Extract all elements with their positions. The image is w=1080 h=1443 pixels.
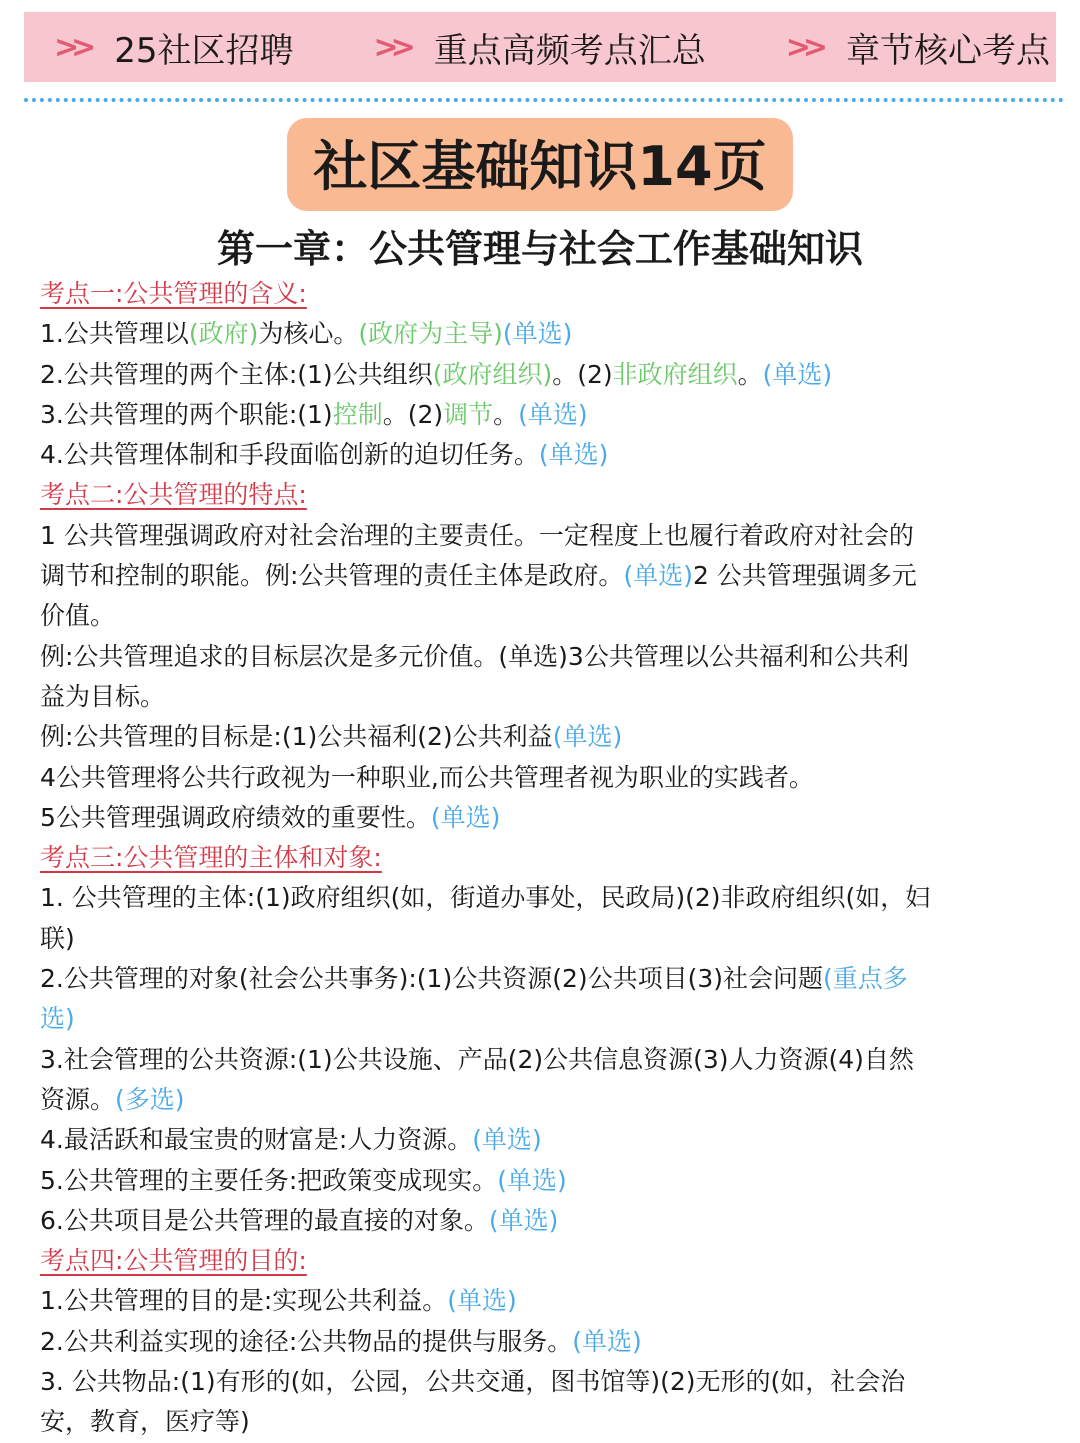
text-segment: 。(2) xyxy=(382,399,444,429)
text-segment: 2.公共管理的对象(社会公共事务):(1)公共资源(2)公共项目(3)社会问题 xyxy=(40,964,824,994)
question-type-tag: (单选) xyxy=(518,399,588,429)
text-segment: 5.公共管理的主要任务:把政策变成现实。 xyxy=(40,1165,498,1195)
text-segment: 联) xyxy=(40,923,75,953)
double-chevron-right-icon: >> xyxy=(54,29,89,65)
text-line xyxy=(40,959,1048,999)
text-segment: 安，教育，医疗等) xyxy=(40,1407,250,1437)
text-segment: 1.公共管理以 xyxy=(40,319,189,349)
text-segment: 益为目标。 xyxy=(40,681,166,711)
question-type-tag: (单选) xyxy=(572,1326,642,1356)
text-line xyxy=(40,1362,1048,1402)
banner-item-1 xyxy=(54,23,294,72)
dotted-divider xyxy=(24,98,1064,102)
text-line xyxy=(40,919,1048,959)
answer-highlight: (政府组织) xyxy=(432,359,553,389)
text-line xyxy=(40,435,1048,475)
text-line xyxy=(40,637,1048,677)
section-heading xyxy=(40,1241,1048,1281)
text-line xyxy=(40,1161,1048,1201)
answer-highlight: 控制 xyxy=(332,399,383,429)
answer-highlight: (政府为主导) xyxy=(358,319,503,349)
text-segment: 2.公共管理的两个主体:(1)公共组织 xyxy=(40,359,433,389)
text-segment: 4公共管理将公共行政视为一种职业,而公共管理者视为职业的实践者。 xyxy=(40,762,814,792)
text-segment: 2 公共管理强调多元 xyxy=(692,561,917,591)
text-segment: 4.公共管理体制和手段面临创新的迫切任务。 xyxy=(40,440,539,470)
text-line xyxy=(40,314,1048,354)
text-line xyxy=(40,516,1048,556)
chapter-title: 第一章：公共管理与社会工作基础知识 xyxy=(216,227,863,271)
text-segment: 例:公共管理追求的目标层次是多元价值。(单选)3公共管理以公共福利和公共利 xyxy=(40,641,909,671)
question-type-tag: (单选) xyxy=(430,802,501,832)
text-line xyxy=(40,1120,1048,1160)
text-segment: 考点四:公共管理的目的: xyxy=(40,1246,307,1276)
page-title: 社区基础知识14页 xyxy=(287,118,792,211)
text-segment: 2.公共利益实现的途径:公共物品的提供与服务。 xyxy=(40,1326,573,1356)
text-line xyxy=(40,1281,1048,1321)
text-line xyxy=(40,1322,1048,1362)
question-type-tag: (单选) xyxy=(488,1205,559,1235)
text-line xyxy=(40,677,1048,717)
banner-label: 25社区招聘 xyxy=(114,30,294,71)
text-segment: 1 公共管理强调政府对社会治理的主要责任。一定程度上也履行着政府对社会的 xyxy=(40,520,914,550)
text-segment: 4.最活跃和最宝贵的财富是:人力资源。 xyxy=(40,1125,473,1155)
text-segment: 资源。 xyxy=(40,1084,116,1114)
text-line xyxy=(40,1402,1048,1442)
text-segment: 1. 公共管理的主体:(1)政府组织(如，街道办事处，民政局)(2)非政府组织(如，妇 xyxy=(40,883,931,913)
question-type-tag: (重点多 xyxy=(823,964,908,994)
text-line xyxy=(40,395,1048,435)
banner-item-3 xyxy=(786,23,1050,72)
banner-label: 章节核心考点 xyxy=(845,30,1050,71)
question-type-tag: (单选) xyxy=(472,1125,542,1155)
text-line xyxy=(40,355,1048,395)
header-banner xyxy=(24,12,1056,82)
text-segment: 。(2) xyxy=(552,359,613,389)
question-type-tag: 选) xyxy=(40,1004,75,1034)
title-wrap xyxy=(0,118,1080,211)
text-segment: 调节和控制的职能。例:公共管理的责任主体是政府。 xyxy=(40,561,624,591)
text-segment: 6.公共项目是公共管理的最直接的对象。 xyxy=(40,1205,489,1235)
text-segment: 考点三:公共管理的主体和对象: xyxy=(40,843,382,873)
text-segment: 考点一:公共管理的含义: xyxy=(40,279,307,308)
text-segment: 为核心。 xyxy=(258,319,359,349)
text-segment: 5公共管理强调政府绩效的重要性。 xyxy=(40,802,431,832)
text-segment: 价值。 xyxy=(40,601,116,631)
text-line xyxy=(40,556,1048,596)
text-line xyxy=(40,1080,1048,1120)
question-type-tag: (单选) xyxy=(447,1286,517,1316)
double-chevron-right-icon: >> xyxy=(373,29,408,65)
text-line xyxy=(40,1201,1048,1241)
question-type-tag: (多选) xyxy=(115,1084,185,1114)
answer-highlight: (政府) xyxy=(188,319,259,349)
answer-highlight: 非政府组织 xyxy=(612,359,738,389)
text-line xyxy=(40,1040,1048,1080)
section-heading xyxy=(40,838,1048,878)
text-segment: 3.公共管理的两个职能:(1) xyxy=(40,399,333,429)
text-line xyxy=(40,878,1048,918)
question-type-tag: (单选) xyxy=(497,1165,567,1195)
text-segment: 。 xyxy=(737,359,763,389)
question-type-tag: (单选) xyxy=(538,440,609,470)
text-line xyxy=(40,798,1048,838)
question-type-tag: (单选) xyxy=(502,319,573,349)
text-line xyxy=(40,596,1048,636)
double-chevron-right-icon: >> xyxy=(785,29,820,65)
text-line xyxy=(40,717,1048,757)
text-segment: 1.公共管理的目的是:实现公共利益。 xyxy=(40,1286,448,1316)
text-segment: 。 xyxy=(493,399,519,429)
banner-label: 重点高频考点汇总 xyxy=(433,30,706,71)
question-type-tag: (单选) xyxy=(762,359,833,389)
question-type-tag: (单选) xyxy=(623,561,693,591)
question-type-tag: (单选) xyxy=(552,722,623,752)
text-line xyxy=(40,758,1048,798)
text-line xyxy=(40,999,1048,1039)
section-heading xyxy=(40,274,1048,314)
content-body xyxy=(40,274,1048,1443)
text-segment: 考点二:公共管理的特点: xyxy=(40,480,307,510)
banner-item-2 xyxy=(373,23,705,72)
text-segment: 例:公共管理的目标是:(1)公共福利(2)公共利益 xyxy=(40,722,553,752)
text-segment: 3. 公共物品:(1)有形的(如，公园，公共交通，图书馆等)(2)无形的(如，社会治 xyxy=(40,1367,906,1397)
answer-highlight: 调节 xyxy=(443,399,494,429)
section-heading xyxy=(40,475,1048,515)
text-segment: 3.社会管理的公共资源:(1)公共设施、产品(2)公共信息资源(3)人力资源(4)自然 xyxy=(40,1044,914,1074)
